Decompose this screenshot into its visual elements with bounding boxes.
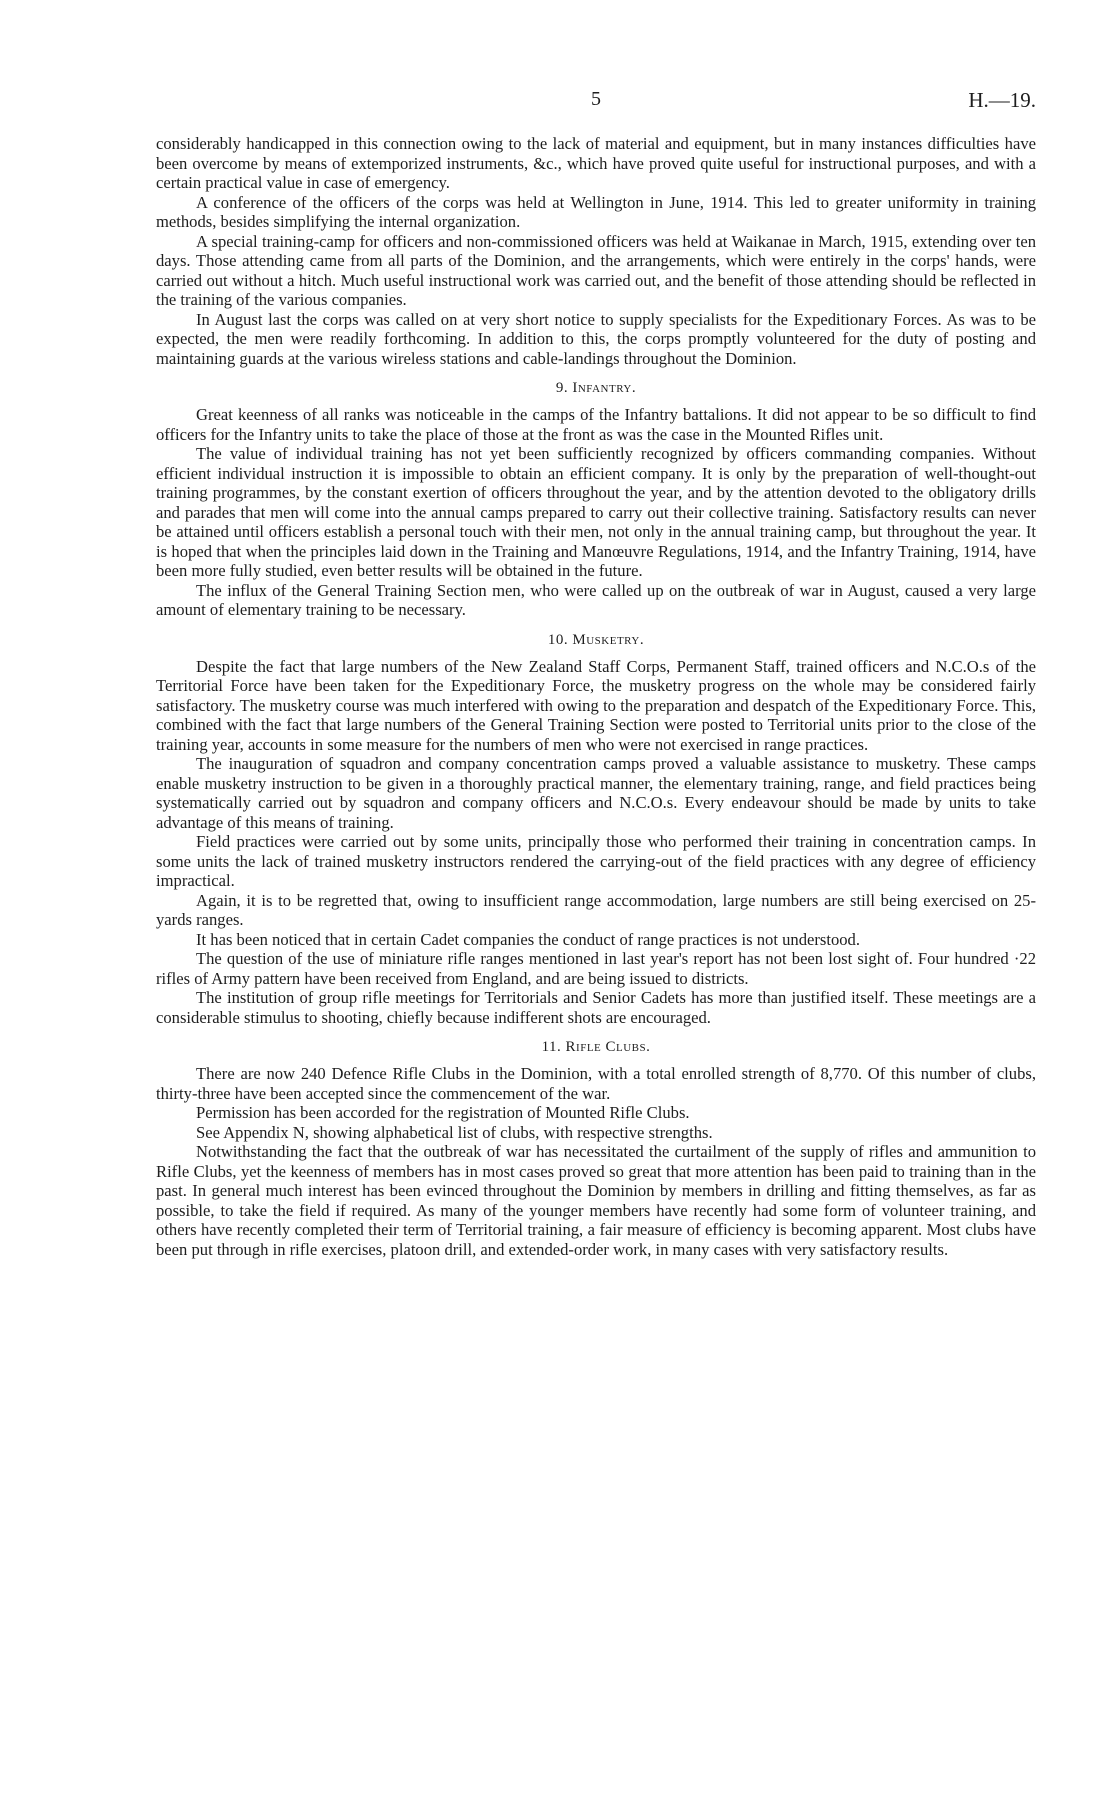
section-musketry — [156, 632, 1036, 1028]
document-page — [156, 88, 1036, 1259]
paragraph: It has been noticed that in certain Cadet companies the conduct of range practices is not understood. — [196, 929, 860, 949]
paragraph: A conference of the officers of the corps was held at Wellington in June, 1914. This led to greater uniformity in training methods, besides simplifying the internal organization. — [156, 192, 1036, 231]
page-header — [156, 88, 1036, 134]
paragraph: The question of the use of miniature rifle ranges mentioned in last year's report has not been lost sight of. Four hundred ·22 rifles of Army pattern have been received from England, and are being issued to districts. — [156, 949, 1036, 988]
paragraph: considerably handicapped in this connection owing to the lack of material and equipment, but in many instances difficulties have been overcome by means of extemporized instruments, &c., which have proved quite useful for instructional purposes, and with a certain practical value in case of emergency. — [156, 134, 1036, 192]
paragraph: A special training-camp for officers and non-commissioned officers was held at Waikanae in March, 1915, extending over ten days. Those attending came from all parts of the Dominion, and the arrangements, which were entirely in the corps' hands, were carried out without a hitch. Much useful instructional work was carried out, and the benefit of those attending should be reflected in the training of the various companies. — [156, 231, 1036, 309]
paragraph: Again, it is to be regretted that, owing to insufficient range accommodation, large numbers are still being exercised on 25-yards ranges. — [156, 890, 1036, 929]
section-heading: 11. Rifle Clubs. — [541, 1039, 651, 1055]
paragraph: Despite the fact that large numbers of the New Zealand Staff Corps, Permanent Staff, trained officers and N.C.O.s of the Territorial Force have been taken for the Expeditionary Force, the musketry progress on the whole may be considered fairly satisfactory. The musketry course was much interfered with owing to the preparation and despatch of the Expeditionary Force. This, combined with the fact that large numbers of the General Training Section were posted to Territorial units prior to the close of the training year, accounts in some measure for the numbers of men who were not exercised in range practices. — [156, 656, 1036, 754]
paragraph: The institution of group rifle meetings for Territorials and Senior Cadets has more than justified itself. These meetings are a considerable stimulus to shooting, chiefly because indifferent shots are encouraged. — [156, 988, 1036, 1027]
paragraph: See Appendix N, showing alphabetical list of clubs, with respective strengths. — [196, 1122, 713, 1142]
page-number: 5 — [591, 88, 601, 110]
section-infantry — [156, 380, 1036, 620]
paragraph: The influx of the General Training Section men, who were called up on the outbreak of war in August, caused a very large amount of elementary training to be necessary. — [156, 580, 1036, 619]
paragraph: Field practices were carried out by some units, principally those who performed their training in concentration camps. In some units the lack of trained musketry instructors rendered the carrying-out of the field practices with any degree of efficiency impractical. — [156, 832, 1036, 890]
section-heading: 10. Musketry. — [547, 631, 645, 648]
paragraph: Notwithstanding the fact that the outbreak of war has necessitated the curtailment of the supply of rifles and ammunition to Rifle Clubs, yet the keenness of members has in most cases proved so great that more attention has been paid to training than in the past. In general much interest has been evinced throughout the Dominion by members in drilling and fitting themselves, as far as possible, to take the field if required. As many of the younger members have recently had some form of volunteer training, and others have recently completed their term of Territorial training, a fair measure of efficiency is becoming apparent. Most clubs have been put through in rifle exercises, platoon drill, and extended-order work, in many cases with very satisfactory results. — [156, 1142, 1036, 1259]
section-heading: 9. Infantry. — [555, 380, 637, 396]
paragraph: The inauguration of squadron and company concentration camps proved a valuable assistance to musketry. These camps enable musketry instruction to be given in a thoroughly practical manner, the elementary training, range, and field practices being systematically carried out by squadron and company officers and N.C.O.s. Every endeavour should be made by units to take advantage of this means of training. — [156, 754, 1036, 832]
section-rifle-clubs — [156, 1039, 1036, 1259]
document-reference: H.—19. — [968, 88, 1036, 112]
paragraph: Great keenness of all ranks was noticeable in the camps of the Infantry battalions. It did not appear to be so difficult to find officers for the Infantry units to take the place of those at the front as was the case in the Mounted Rifles unit. — [156, 405, 1036, 444]
paragraph: Permission has been accorded for the registration of Mounted Rifle Clubs. — [196, 1103, 690, 1122]
paragraph: The value of individual training has not yet been sufficiently recognized by officers commanding companies. Without efficient individual instruction it is impossible to obtain an efficient company. It is only by the preparation of well-thought-out training programmes, by the constant exertion of officers throughout the year, and by the attention devoted to the obligatory drills and parades that men will come into the annual camps prepared to carry out their collective training. Satisfactory results can never be attained until officers establish a personal touch with their men, not only in the annual training camp, but throughout the year. It is hoped that when the principles laid down in the Training and Manœuvre Regulations, 1914, and the Infantry Training, 1914, have been more fully studied, even better results will be obtained in the future. — [156, 444, 1036, 580]
intro-section — [156, 134, 1036, 368]
paragraph: In August last the corps was called on at very short notice to supply specialists for the Expeditionary Forces. As was to be expected, the men were readily forthcoming. In addition to this, the corps promptly volunteered for the duty of posting and maintaining guards at the various wireless stations and cable-landings throughout the Dominion. — [156, 309, 1036, 368]
paragraph: There are now 240 Defence Rifle Clubs in the Dominion, with a total enrolled strength of 8,770. Of this number of clubs, thirty-three have been accepted since the commencement of the war. — [156, 1064, 1036, 1103]
